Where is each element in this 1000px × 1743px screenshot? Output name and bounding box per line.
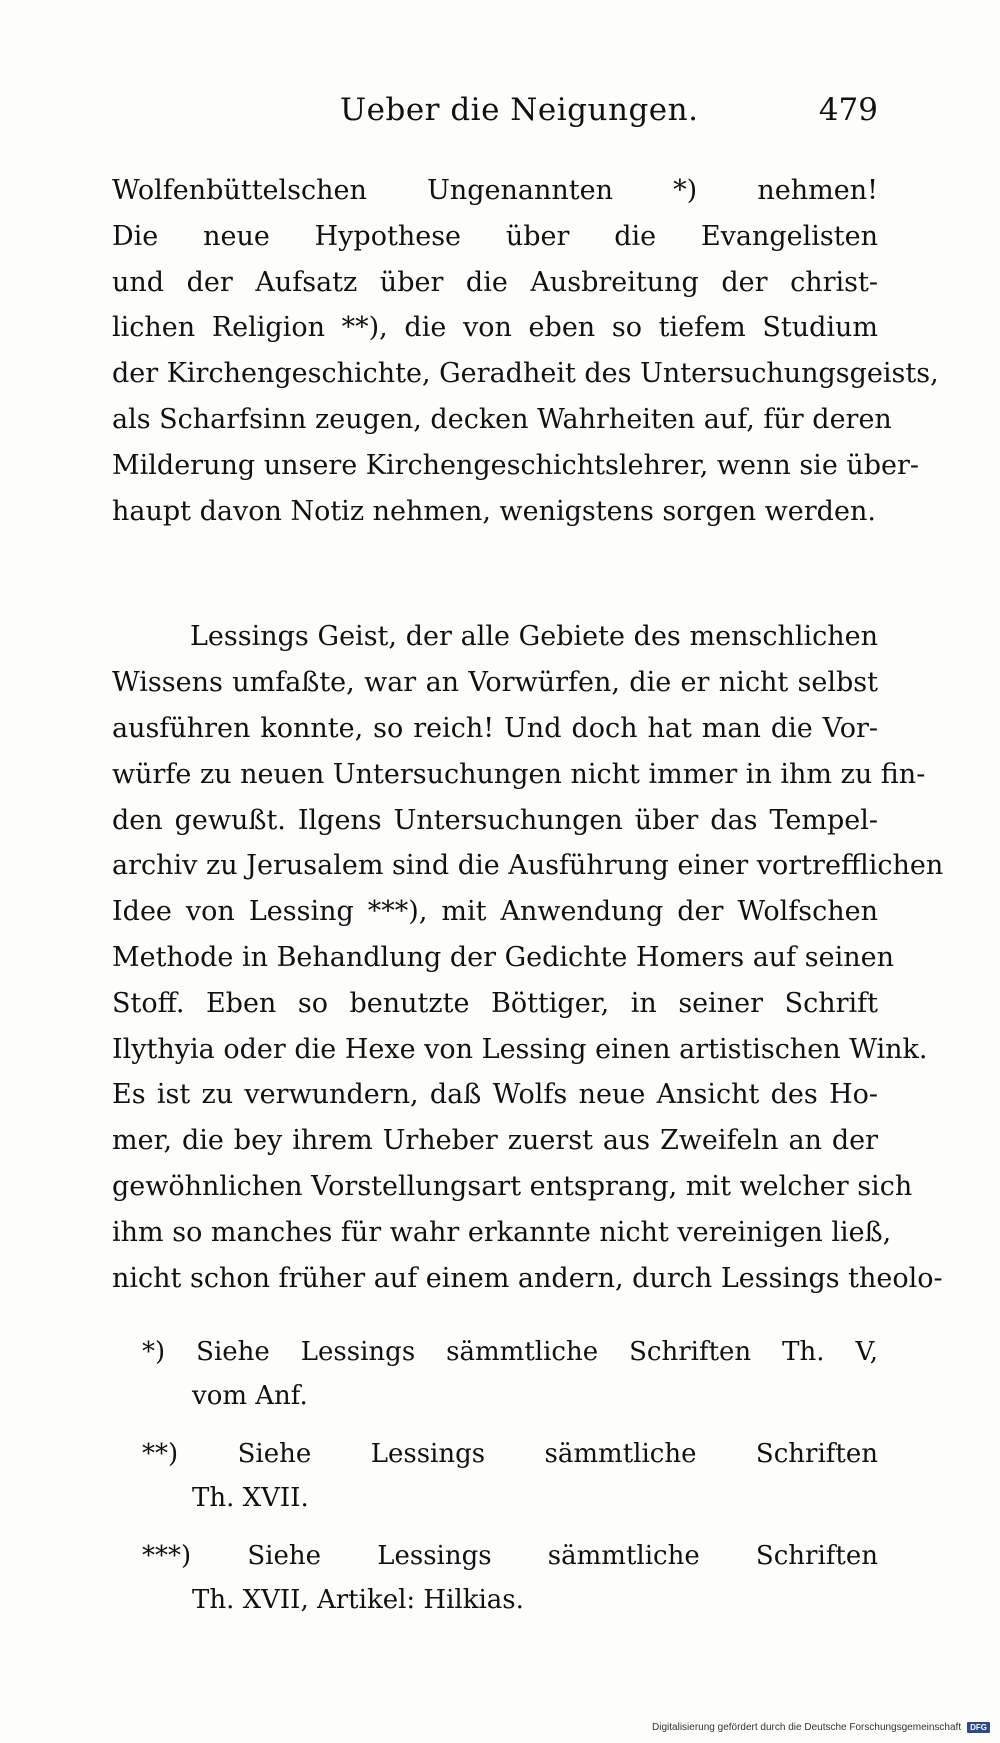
- footnote-line: vom Anf.: [192, 1381, 308, 1411]
- text-line: haupt davon Notiz nehmen, wenigstens sorgen werden.: [112, 495, 876, 527]
- footnote-gap: [142, 1418, 878, 1432]
- footnote-line: Th. XVII, Artikel: Hilkias.: [192, 1585, 524, 1615]
- text-line: Wolfenbüttelschen Ungenannten *) nehmen!: [112, 175, 878, 206]
- text-line: Die neue Hypothese über die Evangelisten: [112, 220, 878, 252]
- text-line: ausführen konnte, so reich! Und doch hat man die Vor-: [112, 712, 878, 744]
- page-number: 479: [818, 92, 878, 128]
- footnotes: [142, 1330, 878, 1622]
- text-line: Lessings Geist, der alle Gebiete des menschlichen: [190, 621, 878, 653]
- text-line: Idee von Lessing ***), mit Anwendung der Wolfschen: [112, 896, 878, 928]
- paragraph-gap: [112, 534, 878, 614]
- text-line: gewöhnlichen Vorstellungsart entsprang, mit welcher sich: [112, 1170, 913, 1202]
- dfg-logo-icon: DFG: [967, 1722, 990, 1733]
- digitization-footer: [652, 1722, 990, 1733]
- footnote-1: [142, 1330, 878, 1418]
- text-line: archiv zu Jerusalem sind die Ausführung einer vortrefflichen: [112, 850, 944, 882]
- text-line: und der Aufsatz über die Ausbreitung der christ-: [112, 266, 878, 298]
- text-line: lichen Religion **), die von eben so tiefem Studium: [112, 312, 878, 344]
- text-line: als Scharfsinn zeugen, decken Wahrheiten auf, für deren: [112, 403, 892, 435]
- running-title: Ueber die Neigungen.: [340, 92, 699, 128]
- footnote-line: Th. XVII.: [192, 1483, 309, 1513]
- paragraph-2: [112, 614, 944, 1301]
- text-line: ihm so manches für wahr erkannte nicht vereinigen ließ,: [112, 1216, 892, 1248]
- text-line: Wissens umfaßte, war an Vorwürfen, die er nicht selbst: [112, 667, 878, 699]
- text-line: würfe zu neuen Untersuchungen nicht immer in ihm zu fin-: [112, 758, 926, 790]
- footnote-gap: [142, 1520, 878, 1534]
- text-line: Es ist zu verwundern, daß Wolfs neue Ansicht des Ho-: [112, 1079, 878, 1111]
- footnote-2: [142, 1432, 878, 1520]
- footnote-line: ***) Siehe Lessings sämmtliche Schriften: [142, 1541, 878, 1571]
- paragraph-1: [112, 168, 939, 534]
- footnote-line: **) Siehe Lessings sämmtliche Schriften: [142, 1439, 878, 1469]
- body-text: [112, 168, 944, 1301]
- footer-credit: Digitalisierung gefördert durch die Deutsche Forschungsgemeinschaft: [652, 1722, 962, 1733]
- text-line: den gewußt. Ilgens Untersuchungen über das Tempel-: [112, 804, 878, 836]
- page-header: [112, 92, 878, 142]
- text-line: der Kirchengeschichte, Geradheit des Untersuchungsgeists,: [112, 358, 939, 390]
- text-line: Ilythyia oder die Hexe von Lessing einen artistischen Wink.: [112, 1033, 928, 1065]
- footnote-line: *) Siehe Lessings sämmtliche Schriften Th. V,: [142, 1337, 878, 1367]
- text-line: Milderung unsere Kirchengeschichtslehrer, wenn sie über-: [112, 449, 920, 481]
- text-line: nicht schon früher auf einem andern, durch Lessings theolo-: [112, 1262, 943, 1294]
- text-line: mer, die bey ihrem Urheber zuerst aus Zweifeln an der: [112, 1125, 878, 1157]
- footnote-3: [142, 1534, 878, 1622]
- text-line: Methode in Behandlung der Gedichte Homers auf seinen: [112, 941, 894, 973]
- text-line: Stoff. Eben so benutzte Böttiger, in seiner Schrift: [112, 987, 878, 1019]
